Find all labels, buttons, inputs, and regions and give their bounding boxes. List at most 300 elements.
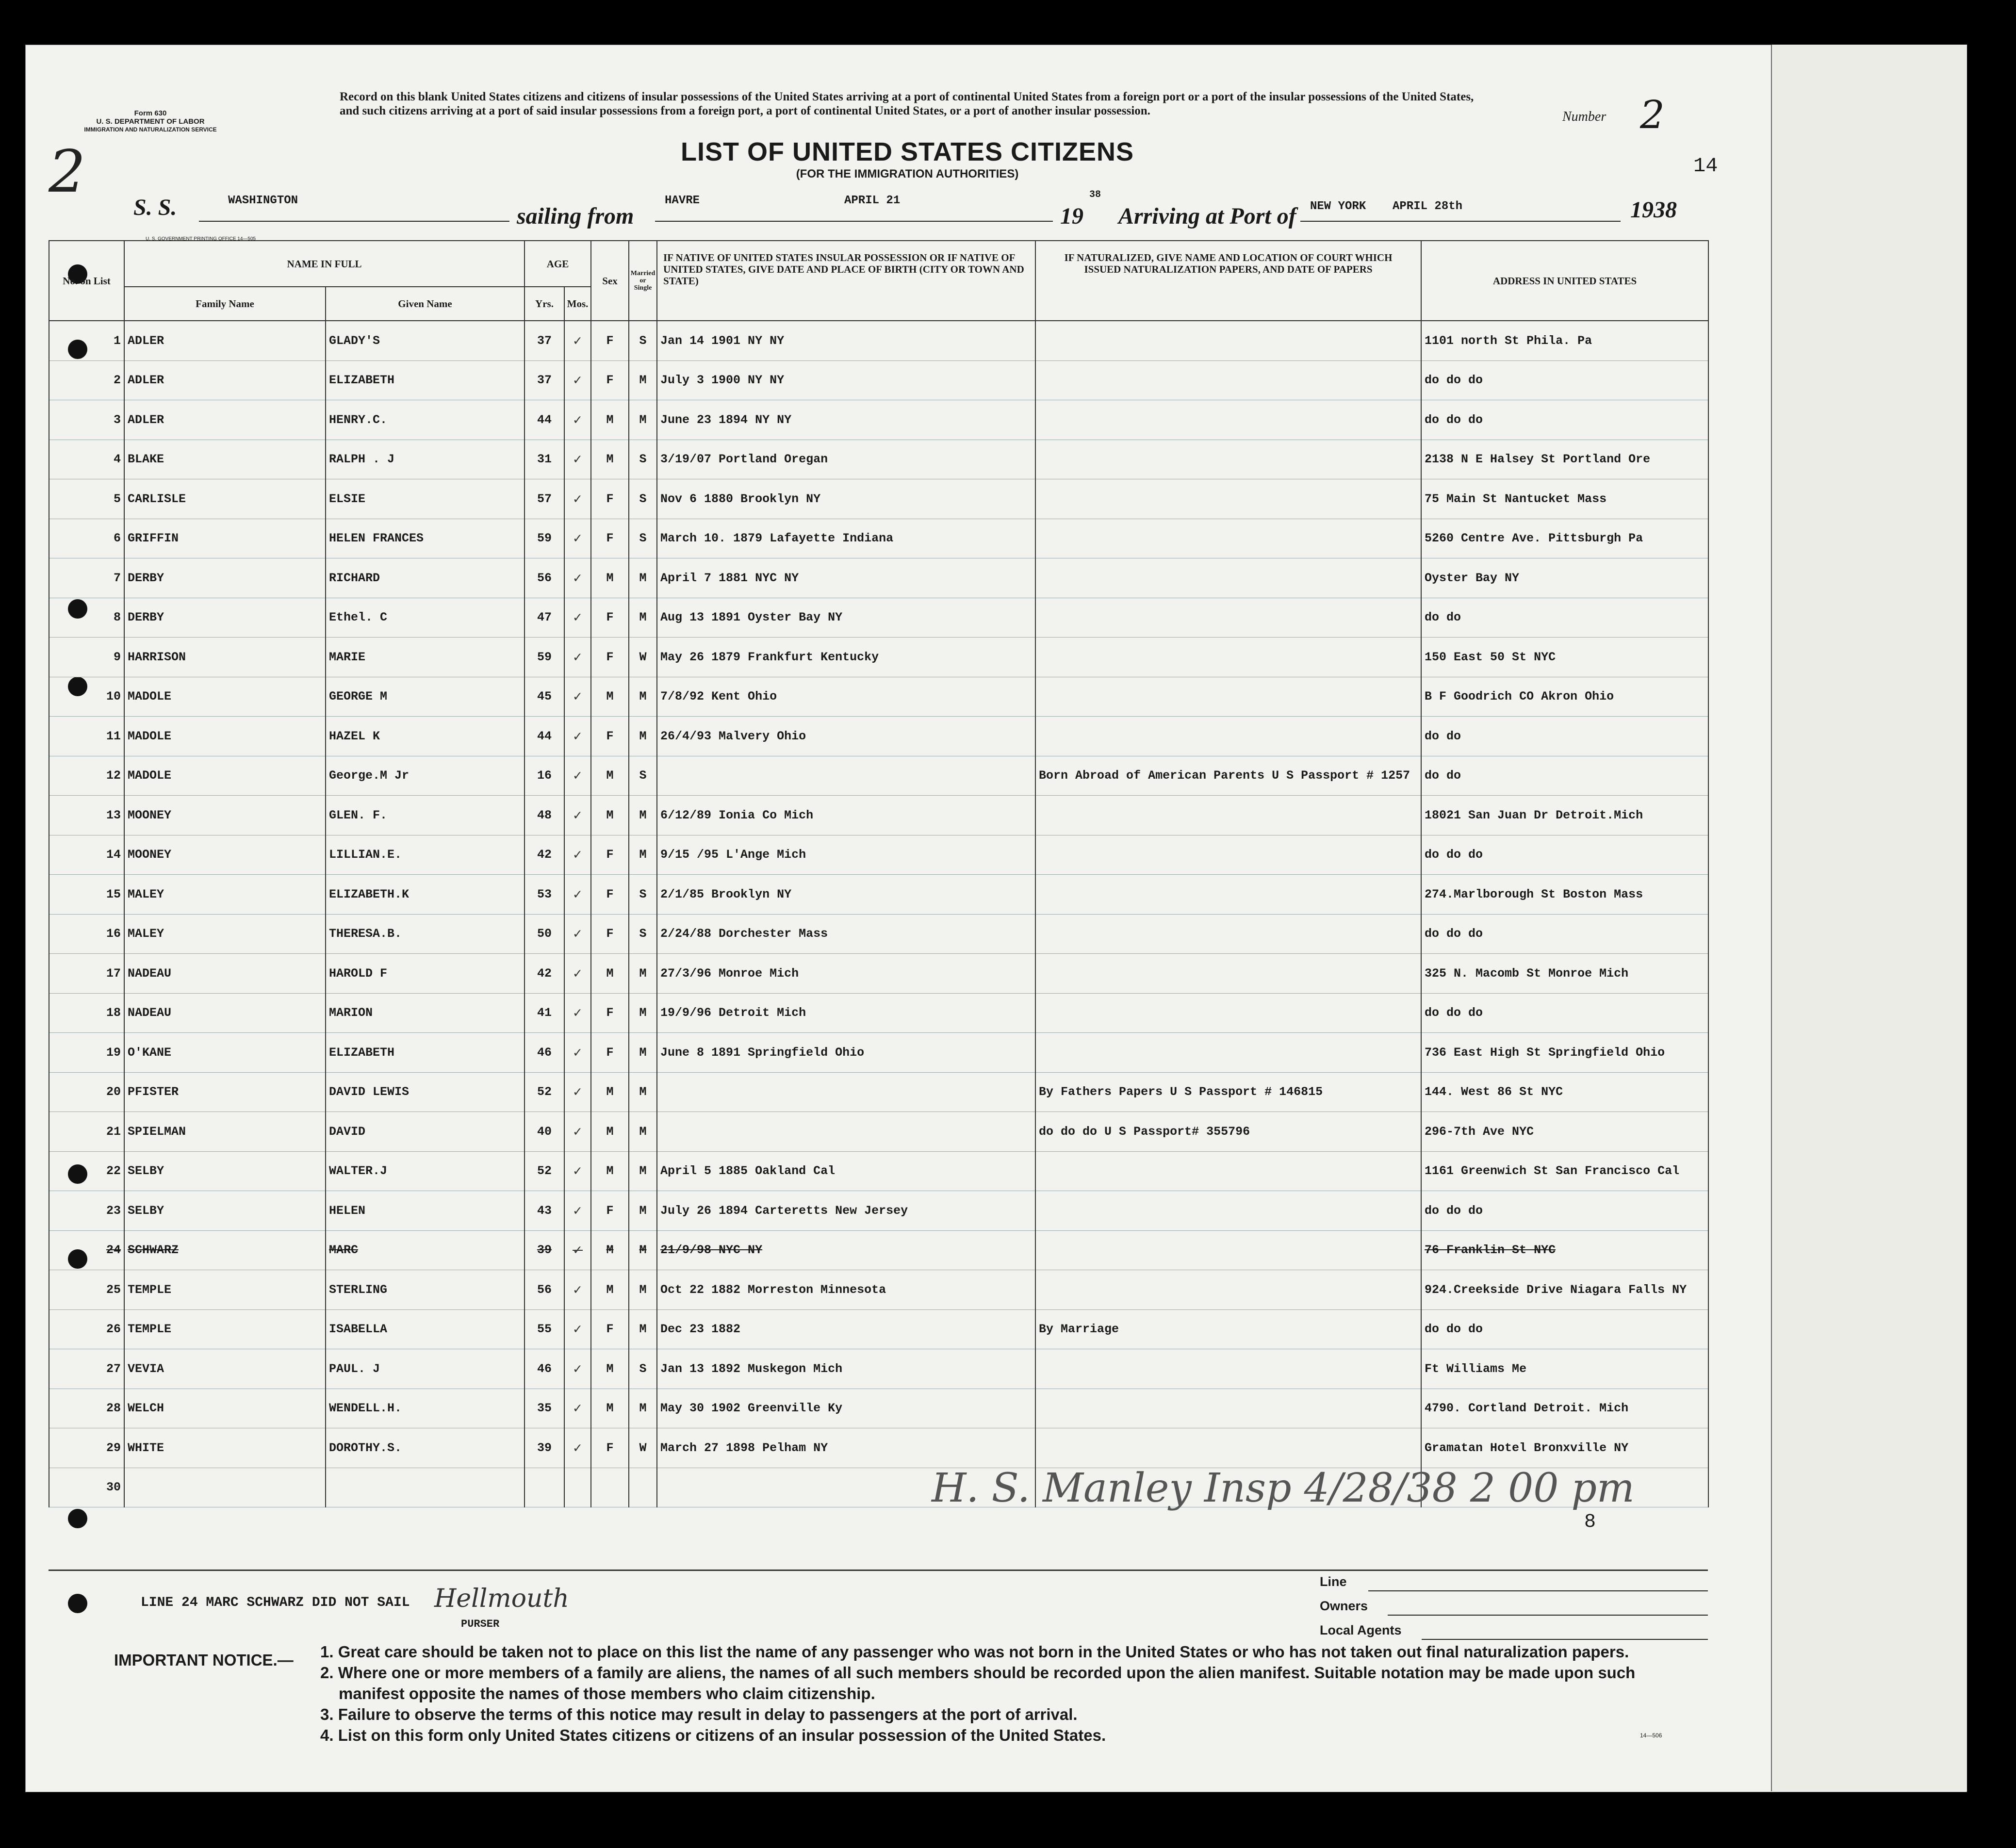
row-number: 2 <box>49 360 124 400</box>
marital-status: M <box>629 1151 657 1191</box>
important-notices <box>320 1641 1727 1746</box>
check-mark: ✓ <box>564 1072 591 1112</box>
punch-hole <box>68 1594 87 1613</box>
given-name: ELSIE <box>326 479 524 519</box>
naturalization-info <box>1035 796 1421 835</box>
given-name: ELIZABETH <box>326 1033 524 1073</box>
row-number: 19 <box>49 1033 124 1073</box>
row-number: 27 <box>49 1349 124 1389</box>
table-row <box>49 1270 1708 1310</box>
naturalization-info <box>1035 717 1421 756</box>
age-years: 37 <box>524 360 564 400</box>
naturalization-info <box>1035 677 1421 717</box>
page-edge <box>1771 45 1967 1791</box>
marital-status: M <box>629 835 657 875</box>
naturalization-info <box>1035 519 1421 558</box>
given-name: HELEN FRANCES <box>326 519 524 558</box>
birth-info: Nov 6 1880 Brooklyn NY <box>657 479 1035 519</box>
birth-info: 9/15 /95 L'Ange Mich <box>657 835 1035 875</box>
address: Gramatan Hotel Bronxville NY <box>1421 1428 1708 1468</box>
sex: M <box>591 440 629 479</box>
address: Ft Williams Me <box>1421 1349 1708 1389</box>
age-years: 55 <box>524 1309 564 1349</box>
address: do do do <box>1421 400 1708 440</box>
arriving-label: Arriving at Port of <box>1118 203 1296 229</box>
sex: F <box>591 1309 629 1349</box>
naturalization-info <box>1035 321 1421 360</box>
marital-status <box>629 1468 657 1507</box>
family-name: NADEAU <box>124 993 326 1033</box>
family-name: WHITE <box>124 1428 326 1468</box>
footer-rule <box>49 1570 1708 1571</box>
birth-info: June 23 1894 NY NY <box>657 400 1035 440</box>
row-number: 18 <box>49 993 124 1033</box>
naturalization-info <box>1035 479 1421 519</box>
birth-info: July 26 1894 Carteretts New Jersey <box>657 1191 1035 1231</box>
address: 2138 N E Halsey St Portland Ore <box>1421 440 1708 479</box>
birth-info: May 26 1879 Frankfurt Kentucky <box>657 638 1035 677</box>
marital-status: M <box>629 400 657 440</box>
marital-status: S <box>629 756 657 796</box>
purser-signature: Hellmouth <box>434 1584 569 1613</box>
header-married: Married or Single <box>629 241 657 321</box>
sex: F <box>591 875 629 915</box>
address: 150 East 50 St NYC <box>1421 638 1708 677</box>
notice-1: 1. Great care should be taken not to place on this list the name of any passenger who was not born in the United States or who has not taken out final naturalization papers. <box>320 1643 1629 1661</box>
age-years: 44 <box>524 717 564 756</box>
marital-status: S <box>629 440 657 479</box>
family-name: NADEAU <box>124 954 326 994</box>
birth-info: April 5 1885 Oakland Cal <box>657 1151 1035 1191</box>
age-years: 42 <box>524 835 564 875</box>
printing-office: U. S. GOVERNMENT PRINTING OFFICE 14—505 <box>146 236 256 242</box>
row-number: 11 <box>49 717 124 756</box>
line-label: Line <box>1320 1574 1347 1589</box>
address: do do do <box>1421 993 1708 1033</box>
sex: F <box>591 519 629 558</box>
agents-field <box>1422 1639 1708 1640</box>
family-name: MOONEY <box>124 796 326 835</box>
table-row <box>49 677 1708 717</box>
birth-info: Dec 23 1882 <box>657 1309 1035 1349</box>
check-mark: ✓ <box>564 1389 591 1428</box>
check-mark: ✓ <box>564 993 591 1033</box>
given-name: GLEN. F. <box>326 796 524 835</box>
check-mark: ✓ <box>564 1191 591 1231</box>
family-name: SELBY <box>124 1151 326 1191</box>
marital-status: M <box>629 677 657 717</box>
naturalization-info <box>1035 954 1421 994</box>
sex: M <box>591 1072 629 1112</box>
year-prefix: 19 <box>1060 203 1083 229</box>
table-row <box>49 558 1708 598</box>
marital-status: S <box>629 479 657 519</box>
header-given-name: Given Name <box>326 287 524 321</box>
family-name: SELBY <box>124 1191 326 1231</box>
birth-info: Jan 13 1892 Muskegon Mich <box>657 1349 1035 1389</box>
address: 924.Creekside Drive Niagara Falls NY <box>1421 1270 1708 1310</box>
birth-info: Oct 22 1882 Morreston Minnesota <box>657 1270 1035 1310</box>
row-number: 29 <box>49 1428 124 1468</box>
table-row <box>49 519 1708 558</box>
table-row <box>49 400 1708 440</box>
header-mos: Mos. <box>564 287 591 321</box>
birth-info: 27/3/96 Monroe Mich <box>657 954 1035 994</box>
family-name: GRIFFIN <box>124 519 326 558</box>
sex: M <box>591 1389 629 1428</box>
given-name: ISABELLA <box>326 1309 524 1349</box>
marital-status: S <box>629 321 657 360</box>
port-arrival: NEW YORK <box>1310 200 1366 213</box>
family-name: BLAKE <box>124 440 326 479</box>
age-years: 43 <box>524 1191 564 1231</box>
check-mark: ✓ <box>564 1349 591 1389</box>
age-years: 56 <box>524 558 564 598</box>
address: 4790. Cortland Detroit. Mich <box>1421 1389 1708 1428</box>
row-number: 23 <box>49 1191 124 1231</box>
address: do do <box>1421 717 1708 756</box>
table-row <box>49 1151 1708 1191</box>
check-mark: ✓ <box>564 1309 591 1349</box>
naturalization-info <box>1035 440 1421 479</box>
address: do do do <box>1421 914 1708 954</box>
agents-label: Local Agents <box>1320 1623 1402 1637</box>
line24-note: LINE 24 MARC SCHWARZ DID NOT SAIL <box>141 1595 410 1610</box>
marital-status: M <box>629 1270 657 1310</box>
age-years: 44 <box>524 400 564 440</box>
sex: F <box>591 914 629 954</box>
check-mark: ✓ <box>564 756 591 796</box>
age-years: 16 <box>524 756 564 796</box>
form-number: Form 630 <box>134 109 167 117</box>
birth-info: March 27 1898 Pelham NY <box>657 1428 1035 1468</box>
table-row <box>49 1349 1708 1389</box>
marital-status: S <box>629 519 657 558</box>
naturalization-info <box>1035 360 1421 400</box>
row-number: 25 <box>49 1270 124 1310</box>
naturalization-info <box>1035 914 1421 954</box>
number-label: Number <box>1562 109 1606 124</box>
owners-field <box>1388 1615 1708 1616</box>
page-subtitle: (FOR THE IMMIGRATION AUTHORITIES) <box>796 167 1019 180</box>
age-years: 47 <box>524 598 564 638</box>
address: 274.Marlborough St Boston Mass <box>1421 875 1708 915</box>
table-row <box>49 1230 1708 1270</box>
given-name: PAUL. J <box>326 1349 524 1389</box>
family-name: ADLER <box>124 360 326 400</box>
table-row <box>49 875 1708 915</box>
table-row <box>49 1428 1708 1468</box>
given-name: George.M Jr <box>326 756 524 796</box>
sex: F <box>591 638 629 677</box>
page-number: 14 <box>1693 154 1718 178</box>
naturalization-info <box>1035 993 1421 1033</box>
sex: F <box>591 717 629 756</box>
notice-3: 3. Failure to observe the terms of this notice may result in delay to passengers at the port of arrival. <box>320 1705 1078 1723</box>
age-years: 40 <box>524 1112 564 1152</box>
sex: M <box>591 1349 629 1389</box>
row-number: 30 <box>49 1468 124 1507</box>
address: 1101 north St Phila. Pa <box>1421 321 1708 360</box>
sex: M <box>591 1112 629 1152</box>
row-number: 3 <box>49 400 124 440</box>
family-name: MOONEY <box>124 835 326 875</box>
check-mark: ✓ <box>564 914 591 954</box>
check-mark: ✓ <box>564 875 591 915</box>
marital-status: M <box>629 1230 657 1270</box>
marital-status: M <box>629 360 657 400</box>
sex: M <box>591 677 629 717</box>
address: do do do <box>1421 1191 1708 1231</box>
marital-status: M <box>629 993 657 1033</box>
from-underline <box>655 221 1053 222</box>
given-name: MARIE <box>326 638 524 677</box>
age-years <box>524 1468 564 1507</box>
birth-info: 19/9/96 Detroit Mich <box>657 993 1035 1033</box>
address: 1161 Greenwich St San Francisco Cal <box>1421 1151 1708 1191</box>
handwritten-number: 2 <box>49 138 86 206</box>
number-value: 2 <box>1640 92 1665 137</box>
birth-info: March 10. 1879 Lafayette Indiana <box>657 519 1035 558</box>
arrival-underline <box>1300 221 1621 222</box>
arrival-date: APRIL 28th <box>1393 200 1463 213</box>
age-years: 52 <box>524 1151 564 1191</box>
table-row <box>49 1389 1708 1428</box>
age-years: 46 <box>524 1349 564 1389</box>
address: do do do <box>1421 360 1708 400</box>
ship-name: WASHINGTON <box>228 194 298 207</box>
family-name: MALEY <box>124 875 326 915</box>
table-row <box>49 1112 1708 1152</box>
check-mark: ✓ <box>564 717 591 756</box>
naturalization-info <box>1035 1230 1421 1270</box>
sex: F <box>591 993 629 1033</box>
row-number: 6 <box>49 519 124 558</box>
table-row <box>49 796 1708 835</box>
row-number: 1 <box>49 321 124 360</box>
age-years: 59 <box>524 638 564 677</box>
header-family-name: Family Name <box>124 287 326 321</box>
row-number: 12 <box>49 756 124 796</box>
row-number: 24 <box>49 1230 124 1270</box>
check-mark: ✓ <box>564 1151 591 1191</box>
arrival-year: 1938 <box>1630 197 1677 223</box>
naturalization-info: Born Abroad of American Parents U S Passport # 1257 <box>1035 756 1421 796</box>
birth-info: 2/1/85 Brooklyn NY <box>657 875 1035 915</box>
birth-info: May 30 1902 Greenville Ky <box>657 1389 1035 1428</box>
check-mark: ✓ <box>564 677 591 717</box>
table-row <box>49 1309 1708 1349</box>
birth-info: Jan 14 1901 NY NY <box>657 321 1035 360</box>
age-years: 39 <box>524 1428 564 1468</box>
check-mark: ✓ <box>564 558 591 598</box>
sex: F <box>591 479 629 519</box>
age-years: 45 <box>524 677 564 717</box>
address: 144. West 86 St NYC <box>1421 1072 1708 1112</box>
given-name: WENDELL.H. <box>326 1389 524 1428</box>
age-years: 46 <box>524 1033 564 1073</box>
birth-info <box>657 756 1035 796</box>
naturalization-info <box>1035 598 1421 638</box>
age-years: 37 <box>524 321 564 360</box>
age-years: 41 <box>524 993 564 1033</box>
row-number: 22 <box>49 1151 124 1191</box>
form-identifier <box>73 109 228 134</box>
birth-info <box>657 1112 1035 1152</box>
marital-status: M <box>629 1033 657 1073</box>
family-name: MALEY <box>124 914 326 954</box>
family-name: O'KANE <box>124 1033 326 1073</box>
naturalization-info <box>1035 1389 1421 1428</box>
marital-status: W <box>629 1428 657 1468</box>
family-name: VEVIA <box>124 1349 326 1389</box>
year-from: 38 <box>1089 189 1101 200</box>
row-number: 13 <box>49 796 124 835</box>
marital-status: M <box>629 1309 657 1349</box>
birth-info: June 8 1891 Springfield Ohio <box>657 1033 1035 1073</box>
header-name-in-full: NAME IN FULL <box>124 241 524 287</box>
given-name: Ethel. C <box>326 598 524 638</box>
table-row <box>49 598 1708 638</box>
given-name: ELIZABETH <box>326 360 524 400</box>
given-name: STERLING <box>326 1270 524 1310</box>
given-name: WALTER.J <box>326 1151 524 1191</box>
table-row <box>49 954 1708 994</box>
header-naturalized: IF NATURALIZED, GIVE NAME AND LOCATION OF COURT WHICH ISSUED NATURALIZATION PAPERS, AND DATE OF PAPERS <box>1035 241 1421 321</box>
marital-status: M <box>629 1112 657 1152</box>
age-years: 31 <box>524 440 564 479</box>
naturalization-info <box>1035 875 1421 915</box>
family-name: DERBY <box>124 558 326 598</box>
address: 75 Main St Nantucket Mass <box>1421 479 1708 519</box>
sex: F <box>591 1428 629 1468</box>
naturalization-info <box>1035 400 1421 440</box>
family-name: TEMPLE <box>124 1270 326 1310</box>
line-field <box>1368 1590 1708 1591</box>
family-name: ADLER <box>124 400 326 440</box>
age-years: 42 <box>524 954 564 994</box>
table-row <box>49 638 1708 677</box>
notice-2a: 2. Where one or more members of a family are aliens, the names of all such members should be recorded upon the alien manifest. Suitable notation may be made upon such <box>320 1664 1636 1682</box>
age-years: 56 <box>524 1270 564 1310</box>
family-name: DERBY <box>124 598 326 638</box>
family-name: CARLISLE <box>124 479 326 519</box>
family-name: MADOLE <box>124 677 326 717</box>
row-number: 28 <box>49 1389 124 1428</box>
table-row <box>49 1033 1708 1073</box>
address: do do <box>1421 598 1708 638</box>
naturalization-info <box>1035 1033 1421 1073</box>
check-mark: ✓ <box>564 1428 591 1468</box>
header-notice: Record on this blank United States citizens and citizens of insular possessions of the United States arriving at a port of continental United States from a foreign port or a port of the insular possessions of the United States, and such citizens arriving at a port of said insular possessions from a foreign port, a port of continental United States, or a port of another insular possession. <box>340 90 1474 117</box>
sex: M <box>591 1230 629 1270</box>
given-name: HAROLD F <box>326 954 524 994</box>
family-name: SCHWARZ <box>124 1230 326 1270</box>
age-years: 59 <box>524 519 564 558</box>
table-row <box>49 756 1708 796</box>
marital-status: M <box>629 717 657 756</box>
marital-status: M <box>629 796 657 835</box>
birth-info: 2/24/88 Dorchester Mass <box>657 914 1035 954</box>
address: Oyster Bay NY <box>1421 558 1708 598</box>
birth-info: Aug 13 1891 Oyster Bay NY <box>657 598 1035 638</box>
row-number: 16 <box>49 914 124 954</box>
header-sex: Sex <box>591 241 629 321</box>
given-name: RICHARD <box>326 558 524 598</box>
row-number: 9 <box>49 638 124 677</box>
row-number: 5 <box>49 479 124 519</box>
header-yrs: Yrs. <box>524 287 564 321</box>
address: B F Goodrich CO Akron Ohio <box>1421 677 1708 717</box>
address: do do <box>1421 756 1708 796</box>
check-mark: ✓ <box>564 360 591 400</box>
sex: F <box>591 360 629 400</box>
given-name: RALPH . J <box>326 440 524 479</box>
sex: F <box>591 835 629 875</box>
row-number: 20 <box>49 1072 124 1112</box>
given-name: HELEN <box>326 1191 524 1231</box>
marital-status: S <box>629 914 657 954</box>
row-number: 7 <box>49 558 124 598</box>
service-name: IMMIGRATION AND NATURALIZATION SERVICE <box>84 126 217 133</box>
port-from: HAVRE <box>665 194 700 207</box>
marital-status: S <box>629 1349 657 1389</box>
given-name: ELIZABETH.K <box>326 875 524 915</box>
age-years: 48 <box>524 796 564 835</box>
naturalization-info: do do do U S Passport# 355796 <box>1035 1112 1421 1152</box>
birth-info: July 3 1900 NY NY <box>657 360 1035 400</box>
naturalization-info <box>1035 1428 1421 1468</box>
row-number: 17 <box>49 954 124 994</box>
naturalization-info <box>1035 835 1421 875</box>
family-name <box>124 1468 326 1507</box>
table-row <box>49 1072 1708 1112</box>
table-row <box>49 993 1708 1033</box>
row-number: 4 <box>49 440 124 479</box>
age-years: 50 <box>524 914 564 954</box>
marital-status: M <box>629 558 657 598</box>
age-years: 35 <box>524 1389 564 1428</box>
age-years: 52 <box>524 1072 564 1112</box>
birth-info: 3/19/07 Portland Oregan <box>657 440 1035 479</box>
given-name: GLADY'S <box>326 321 524 360</box>
ss-label: S. S. <box>133 195 177 220</box>
check-mark: ✓ <box>564 1270 591 1310</box>
address: 736 East High St Springfield Ohio <box>1421 1033 1708 1073</box>
page-title: LIST OF UNITED STATES CITIZENS <box>681 137 1134 166</box>
family-name: WELCH <box>124 1389 326 1428</box>
family-name: SPIELMAN <box>124 1112 326 1152</box>
birth-info: 21/9/98 NYC NY <box>657 1230 1035 1270</box>
given-name: THERESA.B. <box>326 914 524 954</box>
header-birth: IF NATIVE OF UNITED STATES INSULAR POSSESSION OR IF NATIVE OF UNITED STATES, GIVE DATE AND PLACE OF BIRTH (CITY OR TOWN AND STATE) <box>657 241 1035 321</box>
table-row <box>49 1191 1708 1231</box>
given-name <box>326 1468 524 1507</box>
important-notice-label: IMPORTANT NOTICE.— <box>114 1651 294 1669</box>
header-address: ADDRESS IN UNITED STATES <box>1421 241 1708 321</box>
table-row <box>49 914 1708 954</box>
address: 325 N. Macomb St Monroe Mich <box>1421 954 1708 994</box>
marital-status: S <box>629 875 657 915</box>
inspector-note: H. S. Manley Insp 4/28/38 2 00 pm <box>932 1465 1635 1511</box>
header-no: No. on List <box>49 241 124 321</box>
form-code: 14—506 <box>1640 1732 1662 1739</box>
passenger-table <box>49 240 1709 1507</box>
ship-underline <box>199 221 509 222</box>
sex: M <box>591 796 629 835</box>
given-name: HAZEL K <box>326 717 524 756</box>
department: U. S. DEPARTMENT OF LABOR <box>96 117 205 126</box>
